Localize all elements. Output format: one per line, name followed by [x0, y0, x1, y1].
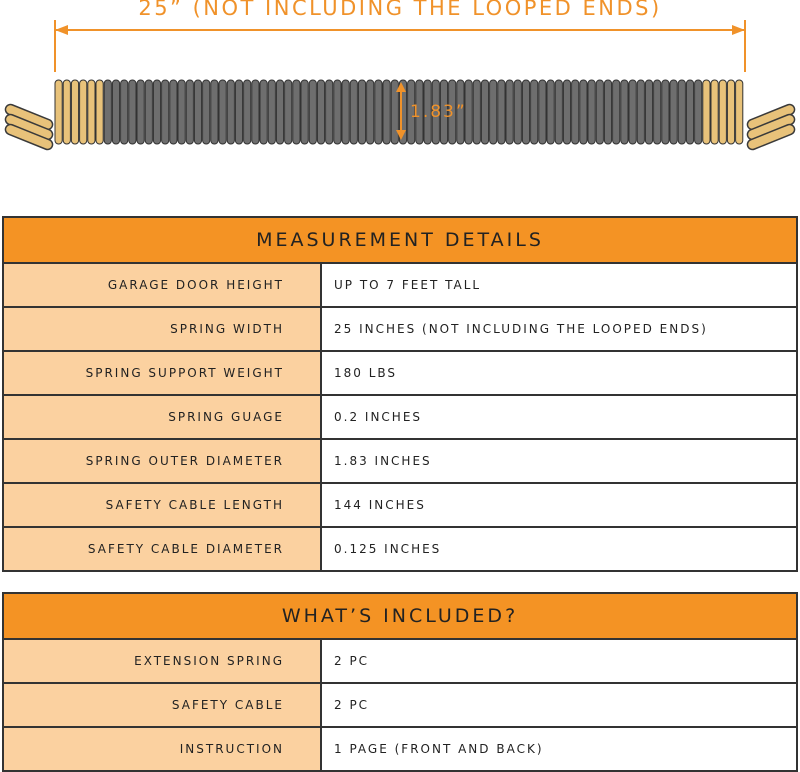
- spring-coil: [539, 80, 546, 144]
- row-value: 0.125 INCHES: [322, 528, 796, 570]
- spring-coil: [219, 80, 226, 144]
- spring-coil: [162, 80, 169, 144]
- spring-coil: [317, 80, 324, 144]
- spring-coil: [137, 80, 144, 144]
- spring-coil: [629, 80, 636, 144]
- spring-length-label: 25” (NOT INCLUDING THE LOOPED ENDS): [138, 0, 662, 20]
- spring-coil: [547, 80, 554, 144]
- row-label: SAFETY CABLE: [4, 684, 322, 726]
- spring-coil: [276, 80, 283, 144]
- spring-coil: [293, 80, 300, 144]
- row-label: INSTRUCTION: [4, 728, 322, 770]
- table-row: [4, 640, 796, 684]
- spring-coil: [580, 80, 587, 144]
- row-label: SAFETY CABLE DIAMETER: [4, 528, 322, 570]
- table-row: [4, 440, 796, 484]
- row-label: SPRING SUPPORT WEIGHT: [4, 352, 322, 394]
- spring-coil: [531, 80, 538, 144]
- spring-coil: [613, 80, 620, 144]
- row-label: EXTENSION SPRING: [4, 640, 322, 682]
- spring-coil: [350, 80, 357, 144]
- spring-end-coil: [719, 80, 726, 144]
- spring-coil: [194, 80, 201, 144]
- spring-end-coil: [727, 80, 734, 144]
- row-value: UP TO 7 FEET TALL: [322, 264, 796, 306]
- spring-coil: [112, 80, 119, 144]
- spring-coil: [121, 80, 128, 144]
- spring-illustration: [0, 0, 800, 200]
- table-row: [4, 728, 796, 770]
- spring-coil: [235, 80, 242, 144]
- spring-coil: [186, 80, 193, 144]
- row-value: 144 INCHES: [322, 484, 796, 526]
- spring-coil: [358, 80, 365, 144]
- spring-coil: [285, 80, 292, 144]
- spring-coil: [522, 80, 529, 144]
- left-looped-end: [4, 103, 54, 151]
- spring-coil: [334, 80, 341, 144]
- spring-end-coil: [96, 80, 103, 144]
- spring-coil: [604, 80, 611, 144]
- spring-end-coil: [88, 80, 95, 144]
- right-looped-end: [746, 103, 796, 151]
- row-value: 1.83 INCHES: [322, 440, 796, 482]
- spring-coil: [252, 80, 259, 144]
- spring-end-coil: [736, 80, 743, 144]
- measurement-details-title: MEASUREMENT DETAILS: [4, 218, 796, 264]
- spring-coil: [662, 80, 669, 144]
- table-row: [4, 684, 796, 728]
- spring-end-coil: [63, 80, 70, 144]
- spring-coil: [170, 80, 177, 144]
- row-label: SPRING WIDTH: [4, 308, 322, 350]
- spring-coil: [572, 80, 579, 144]
- spring-coil: [621, 80, 628, 144]
- diameter-label: 1.83”: [410, 102, 467, 122]
- spring-coil: [367, 80, 374, 144]
- spring-coil: [555, 80, 562, 144]
- spring-end-coil: [711, 80, 718, 144]
- spring-coil: [678, 80, 685, 144]
- spring-coil: [588, 80, 595, 144]
- spring-coil: [203, 80, 210, 144]
- spring-coil: [645, 80, 652, 144]
- spring-coil: [260, 80, 267, 144]
- spring-coil: [695, 80, 702, 144]
- spring-coil: [129, 80, 136, 144]
- row-label: SPRING GUAGE: [4, 396, 322, 438]
- spring-coil: [244, 80, 251, 144]
- table-row: [4, 264, 796, 308]
- table-row: [4, 308, 796, 352]
- spring-coil: [309, 80, 316, 144]
- measurement-details-table: [2, 216, 798, 572]
- spring-coil: [326, 80, 333, 144]
- length-dimension-line: [55, 20, 745, 72]
- whats-included-title: WHAT’S INCLUDED?: [4, 594, 796, 640]
- spring-coil: [301, 80, 308, 144]
- spring-coil: [506, 80, 513, 144]
- spring-coil: [563, 80, 570, 144]
- spring-coil: [637, 80, 644, 144]
- spring-coil: [498, 80, 505, 144]
- spring-end-coil: [80, 80, 87, 144]
- spring-coil: [481, 80, 488, 144]
- spring-coil: [153, 80, 160, 144]
- row-label: SPRING OUTER DIAMETER: [4, 440, 322, 482]
- table-row: [4, 528, 796, 570]
- table-row: [4, 396, 796, 440]
- row-value: 0.2 INCHES: [322, 396, 796, 438]
- spring-coil: [268, 80, 275, 144]
- spring-coil: [473, 80, 480, 144]
- spring-coil: [145, 80, 152, 144]
- spring-coil: [104, 80, 111, 144]
- spring-coil: [490, 80, 497, 144]
- spring-coil: [654, 80, 661, 144]
- table-row: [4, 484, 796, 528]
- row-value: 1 PAGE (FRONT AND BACK): [322, 728, 796, 770]
- spring-coil: [514, 80, 521, 144]
- spring-end-coil: [703, 80, 710, 144]
- spring-coil: [596, 80, 603, 144]
- row-value: 25 INCHES (NOT INCLUDING THE LOOPED ENDS): [322, 308, 796, 350]
- spring-coil: [670, 80, 677, 144]
- row-value: 180 LBS: [322, 352, 796, 394]
- spring-coil: [686, 80, 693, 144]
- spring-coil: [227, 80, 234, 144]
- row-value: 2 PC: [322, 684, 796, 726]
- spring-coil: [375, 80, 382, 144]
- row-value: 2 PC: [322, 640, 796, 682]
- row-label: GARAGE DOOR HEIGHT: [4, 264, 322, 306]
- spring-coil: [383, 80, 390, 144]
- spring-coil: [211, 80, 218, 144]
- spring-end-coil: [55, 80, 62, 144]
- table-row: [4, 352, 796, 396]
- spring-end-coil: [71, 80, 78, 144]
- spring-coil: [178, 80, 185, 144]
- whats-included-table: [2, 592, 798, 772]
- spring-coil: [342, 80, 349, 144]
- row-label: SAFETY CABLE LENGTH: [4, 484, 322, 526]
